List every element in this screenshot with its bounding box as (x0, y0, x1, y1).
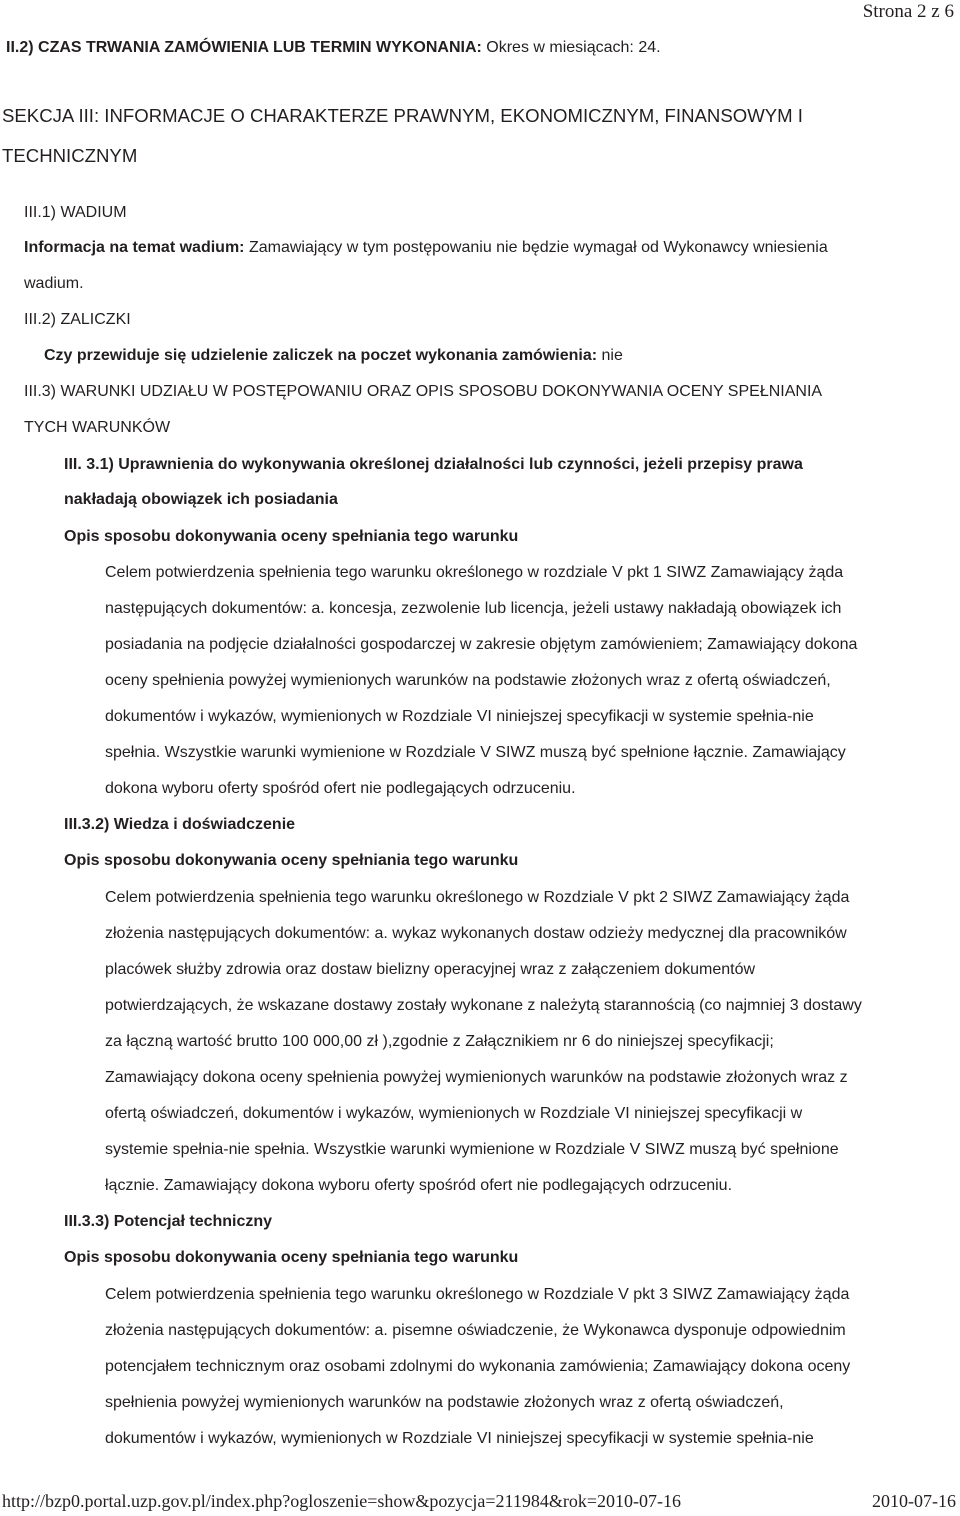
w3-opis: Opis sposobu dokonywania oceny spełniania tego warunku (64, 1249, 519, 1266)
w2-text-line: łącznie. Zamawiający dokona wyboru oferty spośród ofert nie podlegających odrzuceniu. (105, 1177, 733, 1194)
wadium-info-line1 (24, 238, 828, 258)
wadium-label: Informacja na temat wadium: (24, 239, 245, 256)
wadium-info-line2: wadium. (24, 275, 84, 292)
zaliczki-answer: nie (597, 347, 623, 364)
w2-text-line: za łączną wartość brutto 100 000,00 zł ),zgodnie z Załącznikiem nr 6 do niniejszej specyfikacji; (105, 1033, 774, 1050)
w2-text-line: potwierdzających, że wskazane dostawy zostały wykonane z należytą starannością (co najmniej 3 dostawy (105, 997, 862, 1014)
w1-text-line: następujących dokumentów: a. koncesja, zezwolenie lub licencja, jeżeli ustawy nakładają obowiązek ich (105, 600, 842, 617)
w3-text-line: Celem potwierdzenia spełnienia tego warunku określonego w Rozdziale V pkt 3 SIWZ Zamawiający żąda (105, 1286, 850, 1303)
page-number: Strona 2 z 6 (862, 1, 954, 22)
w2-text-line: systemie spełnia-nie spełnia. Wszystkie warunki wymienione w Rozdziale V SIWZ muszą być spełnione (105, 1141, 839, 1158)
wadium-heading: III.1) WADIUM (24, 204, 127, 221)
w1-text-line: posiadania na podjęcie działalności gospodarczej w zakresie objętym zamówieniem; Zamawiający dokona (105, 636, 858, 653)
w1-text-line: dokona wyboru oferty spośród ofert nie podlegających odrzuceniu. (105, 780, 576, 797)
w1-text-line: spełnia. Wszystkie warunki wymienione w Rozdziale V SIWZ muszą być spełnione łącznie. Zamawiający (105, 744, 846, 761)
w1-heading-line1: III. 3.1) Uprawnienia do wykonywania określonej działalności lub czynności, jeżeli przepisy prawa (64, 456, 803, 473)
w2-text-line: Celem potwierdzenia spełnienia tego warunku określonego w Rozdziale V pkt 2 SIWZ Zamawiający żąda (105, 889, 850, 906)
warunki-heading-line2: TYCH WARUNKÓW (24, 419, 171, 436)
w2-text-line: ofertą oświadczeń, dokumentów i wykazów, wymienionych w Rozdziale VI niniejszej specyfikacji w (105, 1105, 803, 1122)
section-title-line1: SEKCJA III: INFORMACJE O CHARAKTERZE PRAWNYM, EKONOMICZNYM, FINANSOWYM I (2, 105, 803, 126)
w1-text-line: Celem potwierdzenia spełnienia tego warunku określonego w rozdziale V pkt 1 SIWZ Zamawiający żąda (105, 564, 844, 581)
zaliczki-question: Czy przewiduje się udzielenie zaliczek na poczet wykonania zamówienia: (44, 347, 598, 364)
section-title-line2: TECHNICZNYM (2, 145, 138, 166)
footer-date: 2010-07-16 (872, 1491, 956, 1511)
w2-heading: III.3.2) Wiedza i doświadczenie (64, 816, 296, 833)
footer-url: http://bzp0.portal.uzp.gov.pl/index.php?ogloszenie=show&pozycja=211984&rok=2010-07-16 (2, 1491, 681, 1511)
w3-text-line: złożenia następujących dokumentów: a. pisemne oświadczenie, że Wykonawca dysponuje odpowiednim (105, 1322, 846, 1339)
wadium-text: Zamawiający w tym postępowaniu nie będzie wymagał od Wykonawcy wniesienia (244, 239, 828, 256)
w3-heading: III.3.3) Potencjał techniczny (64, 1213, 273, 1230)
duration-line (6, 38, 661, 58)
zaliczki-question-line (44, 346, 623, 366)
w3-text-line: potencjałem technicznym oraz osobami zdolnymi do wykonania zamówienia; Zamawiający dokona oceny (105, 1358, 851, 1375)
w2-text-line: Zamawiający dokona oceny spełnienia powyżej wymienionych warunków na podstawie złożonych wraz z (105, 1069, 848, 1086)
zaliczki-heading: III.2) ZALICZKI (24, 311, 131, 328)
w2-text-line: złożenia następujących dokumentów: a. wykaz wykonanych dostaw odzieży medycznej dla pracowników (105, 925, 847, 942)
w2-opis: Opis sposobu dokonywania oceny spełniania tego warunku (64, 852, 519, 869)
warunki-heading-line1: III.3) WARUNKI UDZIAŁU W POSTĘPOWANIU ORAZ OPIS SPOSOBU DOKONYWANIA OCENY SPEŁNIANIA (24, 383, 823, 400)
w1-opis: Opis sposobu dokonywania oceny spełniania tego warunku (64, 528, 519, 545)
w3-text-line: dokumentów i wykazów, wymienionych w Rozdziale VI niniejszej specyfikacji w systemie spełnia-nie (105, 1430, 814, 1447)
w1-heading-line2: nakładają obowiązek ich posiadania (64, 491, 338, 508)
w1-text-line: oceny spełnienia powyżej wymienionych warunków na podstawie złożonych wraz z ofertą oświadczeń, (105, 672, 831, 689)
w2-text-line: placówek służby zdrowia oraz dostaw bielizny operacyjnej wraz z załączeniem dokumentów (105, 961, 756, 978)
w1-text-line: dokumentów i wykazów, wymienionych w Rozdziale VI niniejszej specyfikacji w systemie spełnia-nie (105, 708, 814, 725)
w3-text-line: spełnienia powyżej wymienionych warunków na podstawie złożonych wraz z ofertą oświadczeń, (105, 1394, 784, 1411)
duration-value: Okres w miesiącach: 24. (481, 39, 661, 56)
duration-label: II.2) CZAS TRWANIA ZAMÓWIENIA LUB TERMIN WYKONANIA: (6, 39, 482, 56)
